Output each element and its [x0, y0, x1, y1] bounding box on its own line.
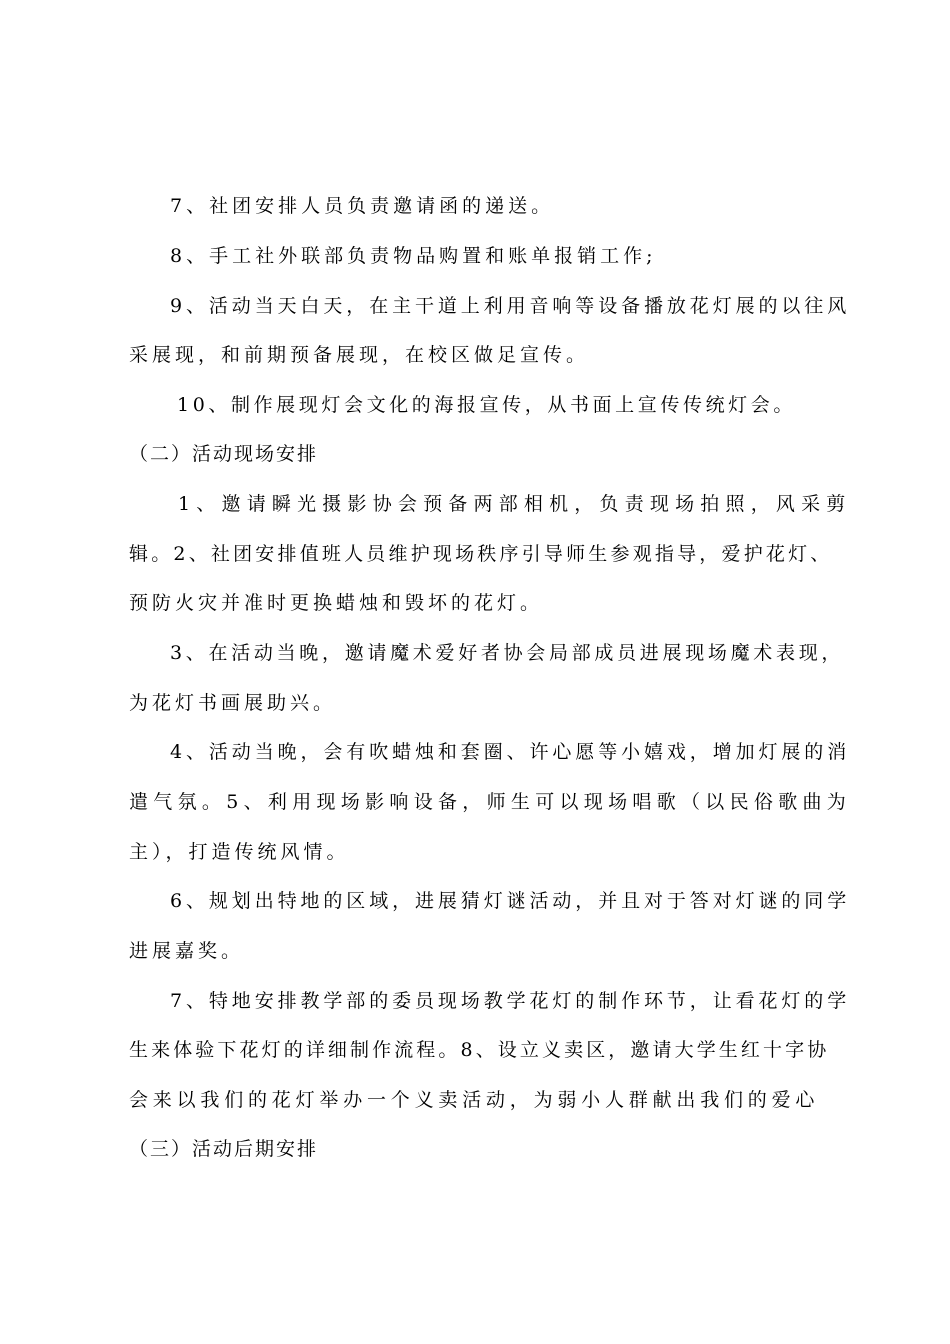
paragraph-line: 生来体验下花灯的详细制作流程。8、设立义卖区，邀请大学生红十字协: [129, 1039, 830, 1061]
paragraph-line: 辑。2、社团安排值班人员维护现场秩序引导师生参观指导，爱护花灯、: [129, 543, 833, 565]
paragraph-line: 会来以我们的花灯举办一个义卖活动，为弱小人群献出我们的爱心: [129, 1089, 820, 1111]
paragraph-line: 1、邀请瞬光摄影协会预备两部相机，负责现场拍照，风采剪: [178, 493, 852, 515]
paragraph-line: 遣气氛。5、利用现场影响设备，师生可以现场唱歌（以民俗歌曲为: [129, 791, 852, 813]
section-heading: （三）活动后期安排: [129, 1138, 319, 1160]
paragraph-line: 为花灯书画展助兴。: [129, 692, 337, 714]
paragraph-line: 7、社团安排人员负责邀请函的递送。: [170, 195, 555, 217]
paragraph-line: 主），打造传统风情。: [129, 841, 350, 863]
paragraph-line: 4、活动当晚，会有吹蜡烛和套圈、许心愿等小嬉戏，增加灯展的消: [170, 741, 851, 763]
paragraph-line: 10、制作展现灯会文化的海报宣传，从书面上宣传传统灯会。: [177, 394, 796, 416]
paragraph-line: 采展现，和前期预备展现，在校区做足宣传。: [129, 344, 590, 366]
paragraph-line: 3、在活动当晚，邀请魔术爱好者协会局部成员进展现场魔术表现，: [170, 642, 845, 664]
paragraph-line: 7、特地安排教学部的委员现场教学花灯的制作环节，让看花灯的学: [170, 990, 851, 1012]
paragraph-line: 6、规划出特地的区域，进展猜灯谜活动，并且对于答对灯谜的同学: [170, 890, 851, 912]
paragraph-line: 9、活动当天白天，在主干道上利用音响等设备播放花灯展的以往风: [170, 295, 851, 317]
paragraph-line: 进展嘉奖。: [129, 940, 245, 962]
paragraph-line: 8、手工社外联部负责物品购置和账单报销工作;: [170, 245, 657, 267]
paragraph-line: 预防火灾并准时更换蜡烛和毁坏的花灯。: [129, 592, 544, 614]
section-heading: （二）活动现场安排: [129, 443, 319, 465]
